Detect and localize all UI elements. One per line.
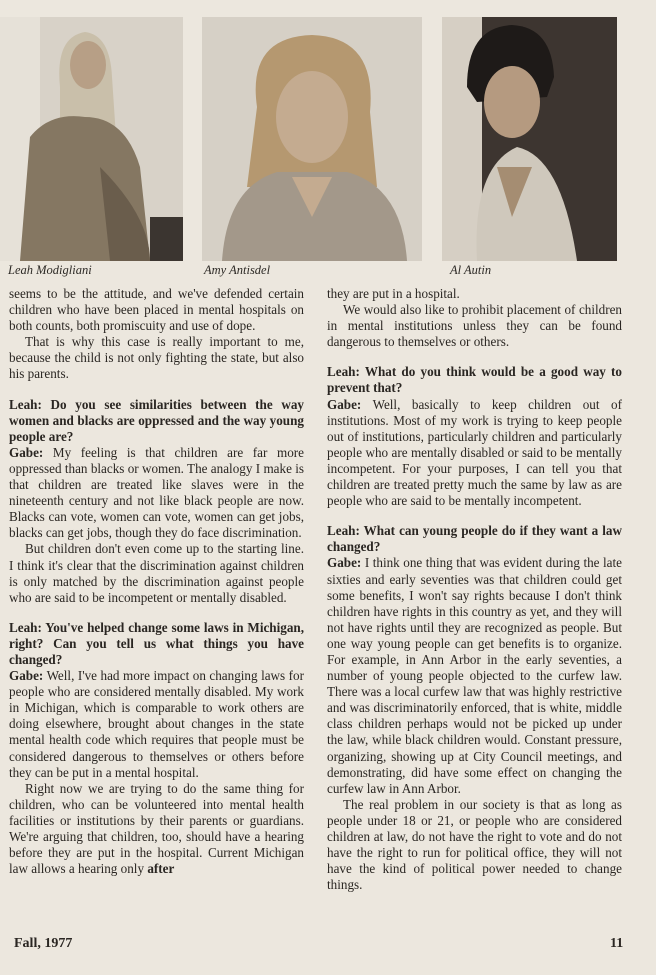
left-paragraph-4 [9,781,304,878]
paragraph-text: Right now we are trying to do the same thing for children, who can be volunteered into mental health facilities or institutions by their parents or guardians. We're arguing that children, too, should have a hearing before they are put in the hospital. Current Michigan law allows a hearing only [9,780,304,877]
right-answer-2 [327,555,622,796]
right-paragraph-2: We would also like to prohibit placement of children in mental institutions unless they can be found dangerous to themselves or others. [327,302,622,350]
right-paragraph-1: they are put in a hospital. [327,286,460,301]
caption-amy-antisdel: Amy Antisdel [204,263,271,277]
left-paragraph-1: seems to be the attitude, and we've defended certain children who have been placed in mental hospitals on both counts, both promiscuity and use of dope. [9,286,304,334]
footer-issue: Fall, 1977 [14,936,73,951]
left-paragraph-2: That is why this case is really important to me, because the child is not only fighting the state, but also his parents. [9,334,304,382]
right-answer-1 [327,397,622,510]
speaker-label: Gabe: [9,444,44,460]
right-question-1: Leah: What do you think would be a good way to prevent that? [327,364,622,396]
answer-text: I think one thing that was evident during the late sixties and early seventies was that children could get some benefits, I won't say rights because I don't think children have rights in this country as yet, and they will not have rights until they are recognized as people. But one way young people can get benefits is to organize. For example, in Ann Arbor in the early seventies, a number of young people objected to the curfew law. There was a local curfew law that was highly restrictive and was discriminatorily enforced, that is white, middle class children perhaps would not be picked up under the law, while black children would. Constant pressure, organizing, showing up at City Council meetings, and demonstrating, did have some effect on changing the curfew law in Ann Arbor. [327,555,622,796]
left-answer-1 [9,445,304,542]
answer-text: Well, I've had more impact on changing laws for people who are considered mentally disabled. My work in Michigan, which is comparable to work others are doing elsewhere, brought about changes in the state mental health code which requires that people must be considered dangerous to themselves or others before they can be put in a mental hospital. [9,668,304,780]
speaker-label: Gabe: [327,396,362,412]
left-question-2: Leah: You've helped change some laws in Michigan, right? Can you tell us what things you have changed? [9,619,304,667]
left-answer-2 [9,668,304,781]
speaker-label: Gabe: [327,555,362,571]
photo-leah-modigliani [0,17,183,261]
answer-text: My feeling is that children are far more oppressed than blacks or women. The analogy I make is that children are treated like slaves were in the nineteenth century and not like black people are now. Blacks can vote, women can vote, women can get jobs, blacks can get jobs, though they do face discrimination. [9,444,304,541]
right-column [327,286,622,893]
speaker-label: Gabe: [9,668,44,684]
page-number: 11 [610,936,624,951]
right-paragraph-3: The real problem in our society is that as long as people under 18 or 21, or people who are considered children at law, do not have the right to vote and do not have the right to run for political office, they will not have the kind of political power needed to change things. [327,796,622,893]
emphasis-text: after [147,861,175,877]
left-question-1: Leah: Do you see similarities between the way women and blacks are oppressed and the way young people are? [9,396,304,444]
photo-al-autin [442,17,617,261]
caption-al-autin: Al Autin [450,263,492,277]
caption-leah-modigliani: Leah Modigliani [8,263,92,277]
right-question-2: Leah: What can young people do if they want a law changed? [327,523,622,555]
left-paragraph-3: But children don't even come up to the starting line. I think it's clear that the discrimination against children is only matched by the discrimination against people who are said to be incompetent or mentally disabled. [9,541,304,605]
left-column [9,286,304,877]
answer-text: Well, basically to keep children out of institutions. Most of my work is trying to keep people out of institutions, particularly children and particularly people who are mentally disabled or said to be mentally incompetent. For your purposes, I can tell you that children are treated pretty much the same by law as are people who are said to be mentally incompetent. [327,396,622,509]
photo-amy-antisdel [202,17,422,261]
